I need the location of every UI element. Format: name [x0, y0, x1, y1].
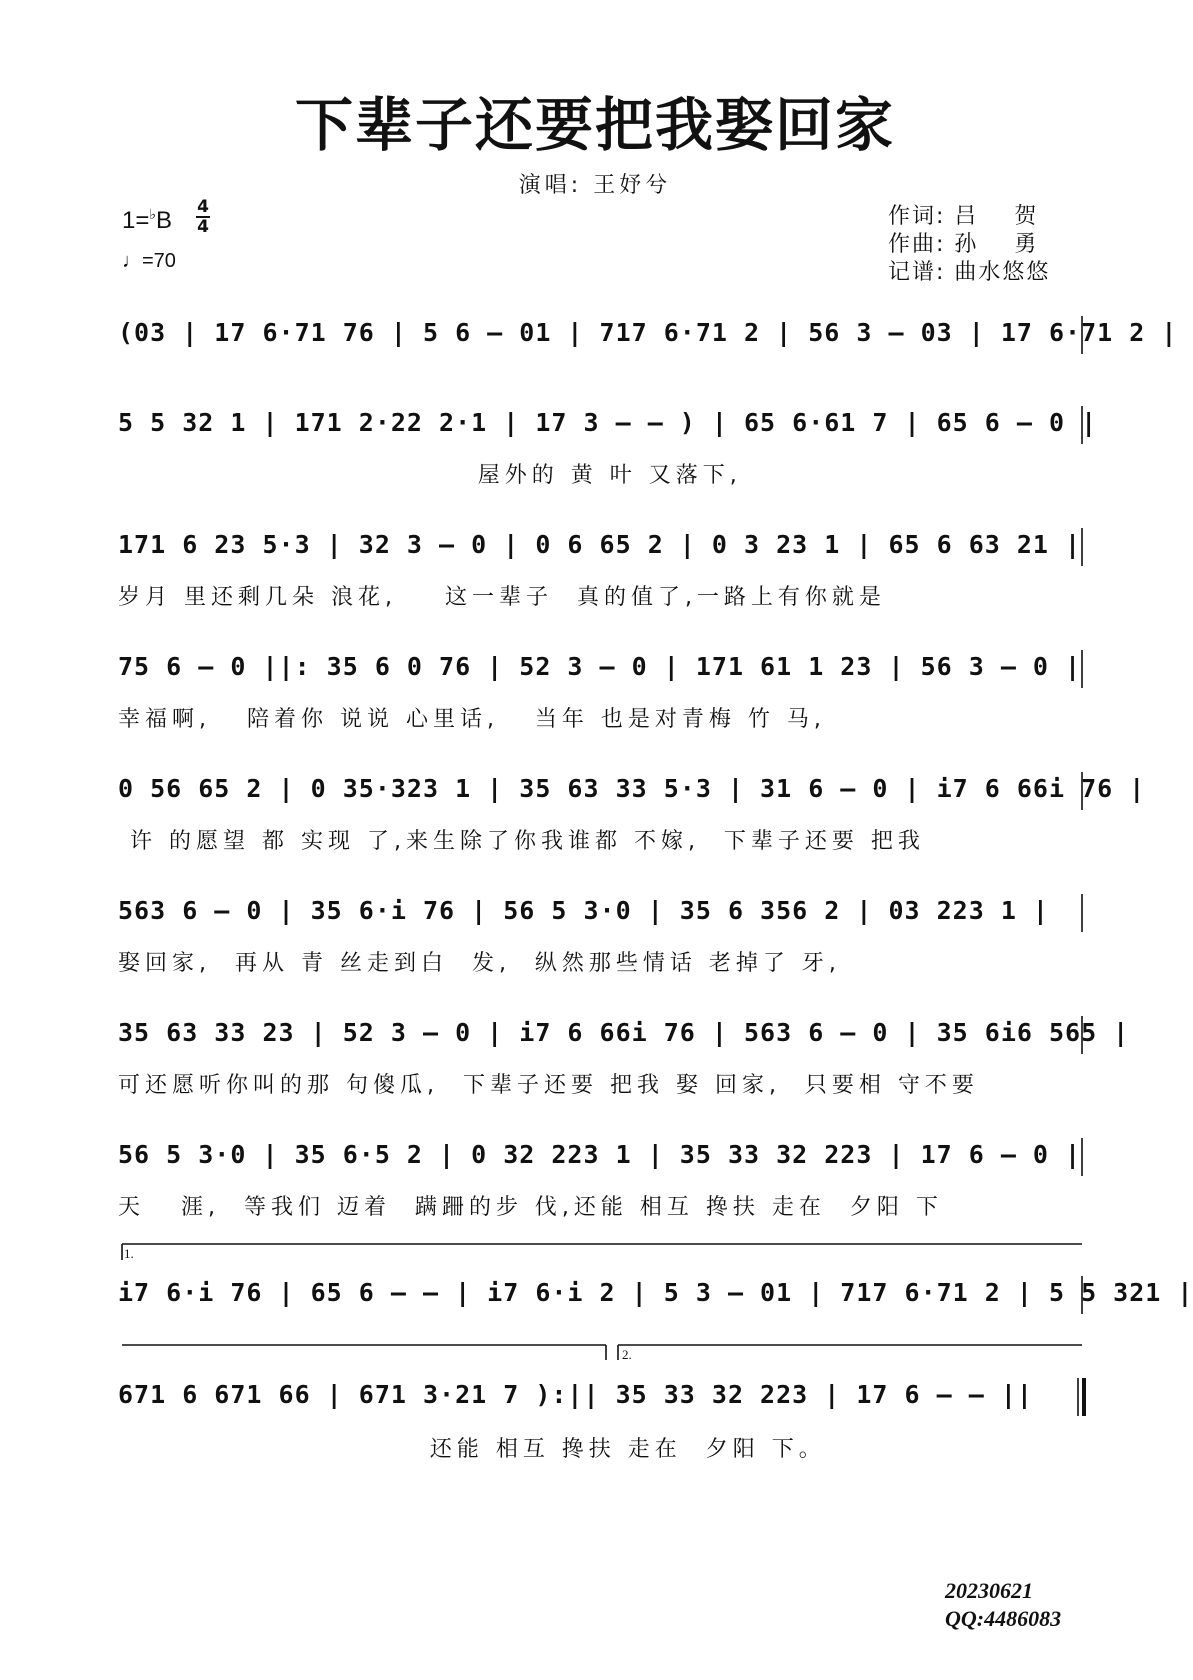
notation-line-10: 671 6 671 66 | 671 3·21 7 ):|| 35 33 32 223 | 17 6 – – || [118, 1380, 1033, 1409]
transcription-date: 20230621 [945, 1578, 1033, 1603]
lyric-line-2: 屋外的 黄 叶 又落下, [118, 463, 742, 488]
notation-line-9: i7 6·i 76 | 65 6 – – | i7 6·i 2 | 5 3 – 01 | 717 6·71 2 | 5 5 321 | [118, 1278, 1193, 1307]
credits-block [888, 203, 1050, 287]
time-signature [196, 198, 210, 236]
notation-line-4: 75 6 – 0 ||: 35 6 0 76 | 52 3 – 0 | 171 61 1 23 | 56 3 – 0 | [118, 652, 1082, 681]
notation-line-5: 0 56 65 2 | 0 35·323 1 | 35 63 33 5·3 | 31 6 – 0 | i7 6 66i 76 | [118, 774, 1146, 803]
lyric-line-8: 天 涯, 等我们 迈着 蹒跚的步 伐,还能 相互 搀扶 走在 夕阳 下 [118, 1195, 943, 1220]
lyric-line-4: 幸福啊, 陪着你 说说 心里话, 当年 也是对青梅 竹 马, [118, 707, 826, 732]
key-note: B [155, 207, 172, 234]
singer-credit: 演唱: 王妤兮 [518, 173, 672, 198]
notation-line-2: 5 5 32 1 | 171 2·22 2·1 | 17 3 – – ) | 65 6·61 7 | 65 6 – 0 | [118, 408, 1098, 437]
transcriber-credit: 记谱: 曲水悠悠 [888, 260, 1051, 285]
song-title: 下辈子还要把我娶回家 [294, 91, 895, 159]
notation-line-7: 35 63 33 23 | 52 3 – 0 | i7 6 66i 76 | 563 6 – 0 | 35 6i6 565 | [118, 1018, 1130, 1047]
time-signature-top: 4 [197, 197, 209, 217]
ending-2-label: 2. [622, 1347, 632, 1362]
lyric-line-5: 许 的愿望 都 实现 了,来生除了你我谁都 不嫁, 下辈子还要 把我 [118, 829, 925, 854]
key-prefix: 1= [122, 207, 150, 234]
transcriber-qq: QQ:4486083 [945, 1606, 1062, 1631]
tempo-marking: ♩=70 [122, 250, 176, 272]
flat-sign: ♭ [149, 206, 156, 222]
notation-line-6: 563 6 – 0 | 35 6·i 76 | 56 5 3·0 | 35 6 356 2 | 03 223 1 | [118, 896, 1049, 925]
time-signature-bottom: 4 [197, 217, 209, 237]
notation-line-3: 171 6 23 5·3 | 32 3 – 0 | 0 6 65 2 | 0 3 23 1 | 65 6 63 21 | [118, 530, 1082, 559]
notation-line-1: (03 | 17 6·71 76 | 5 6 – 01 | 717 6·71 2 | 56 3 – 03 | 17 6·71 2 | [118, 318, 1178, 347]
notation-line-8: 56 5 3·0 | 35 6·5 2 | 0 32 223 1 | 35 33 32 223 | 17 6 – 0 | [118, 1140, 1082, 1169]
key-signature [122, 206, 172, 235]
composer-credit: 作曲: 孙 勇 [888, 232, 1039, 257]
lyric-line-6: 娶回家, 再从 青 丝走到白 发, 纵然那些情话 老掉了 牙, [118, 951, 841, 976]
ending-1-label: 1. [124, 1246, 134, 1261]
lyric-line-3: 岁月 里还剩几朵 浪花, 这一辈子 真的值了,一路上有你就是 [118, 585, 886, 610]
lyric-line-7: 可还愿听你叫的那 句傻瓜, 下辈子还要 把我 娶 回家, 只要相 守不要 [118, 1073, 979, 1098]
lyricist-credit: 作词: 吕 贺 [888, 204, 1039, 229]
lyric-line-10: 还能 相互 搀扶 走在 夕阳 下。 [118, 1437, 826, 1462]
